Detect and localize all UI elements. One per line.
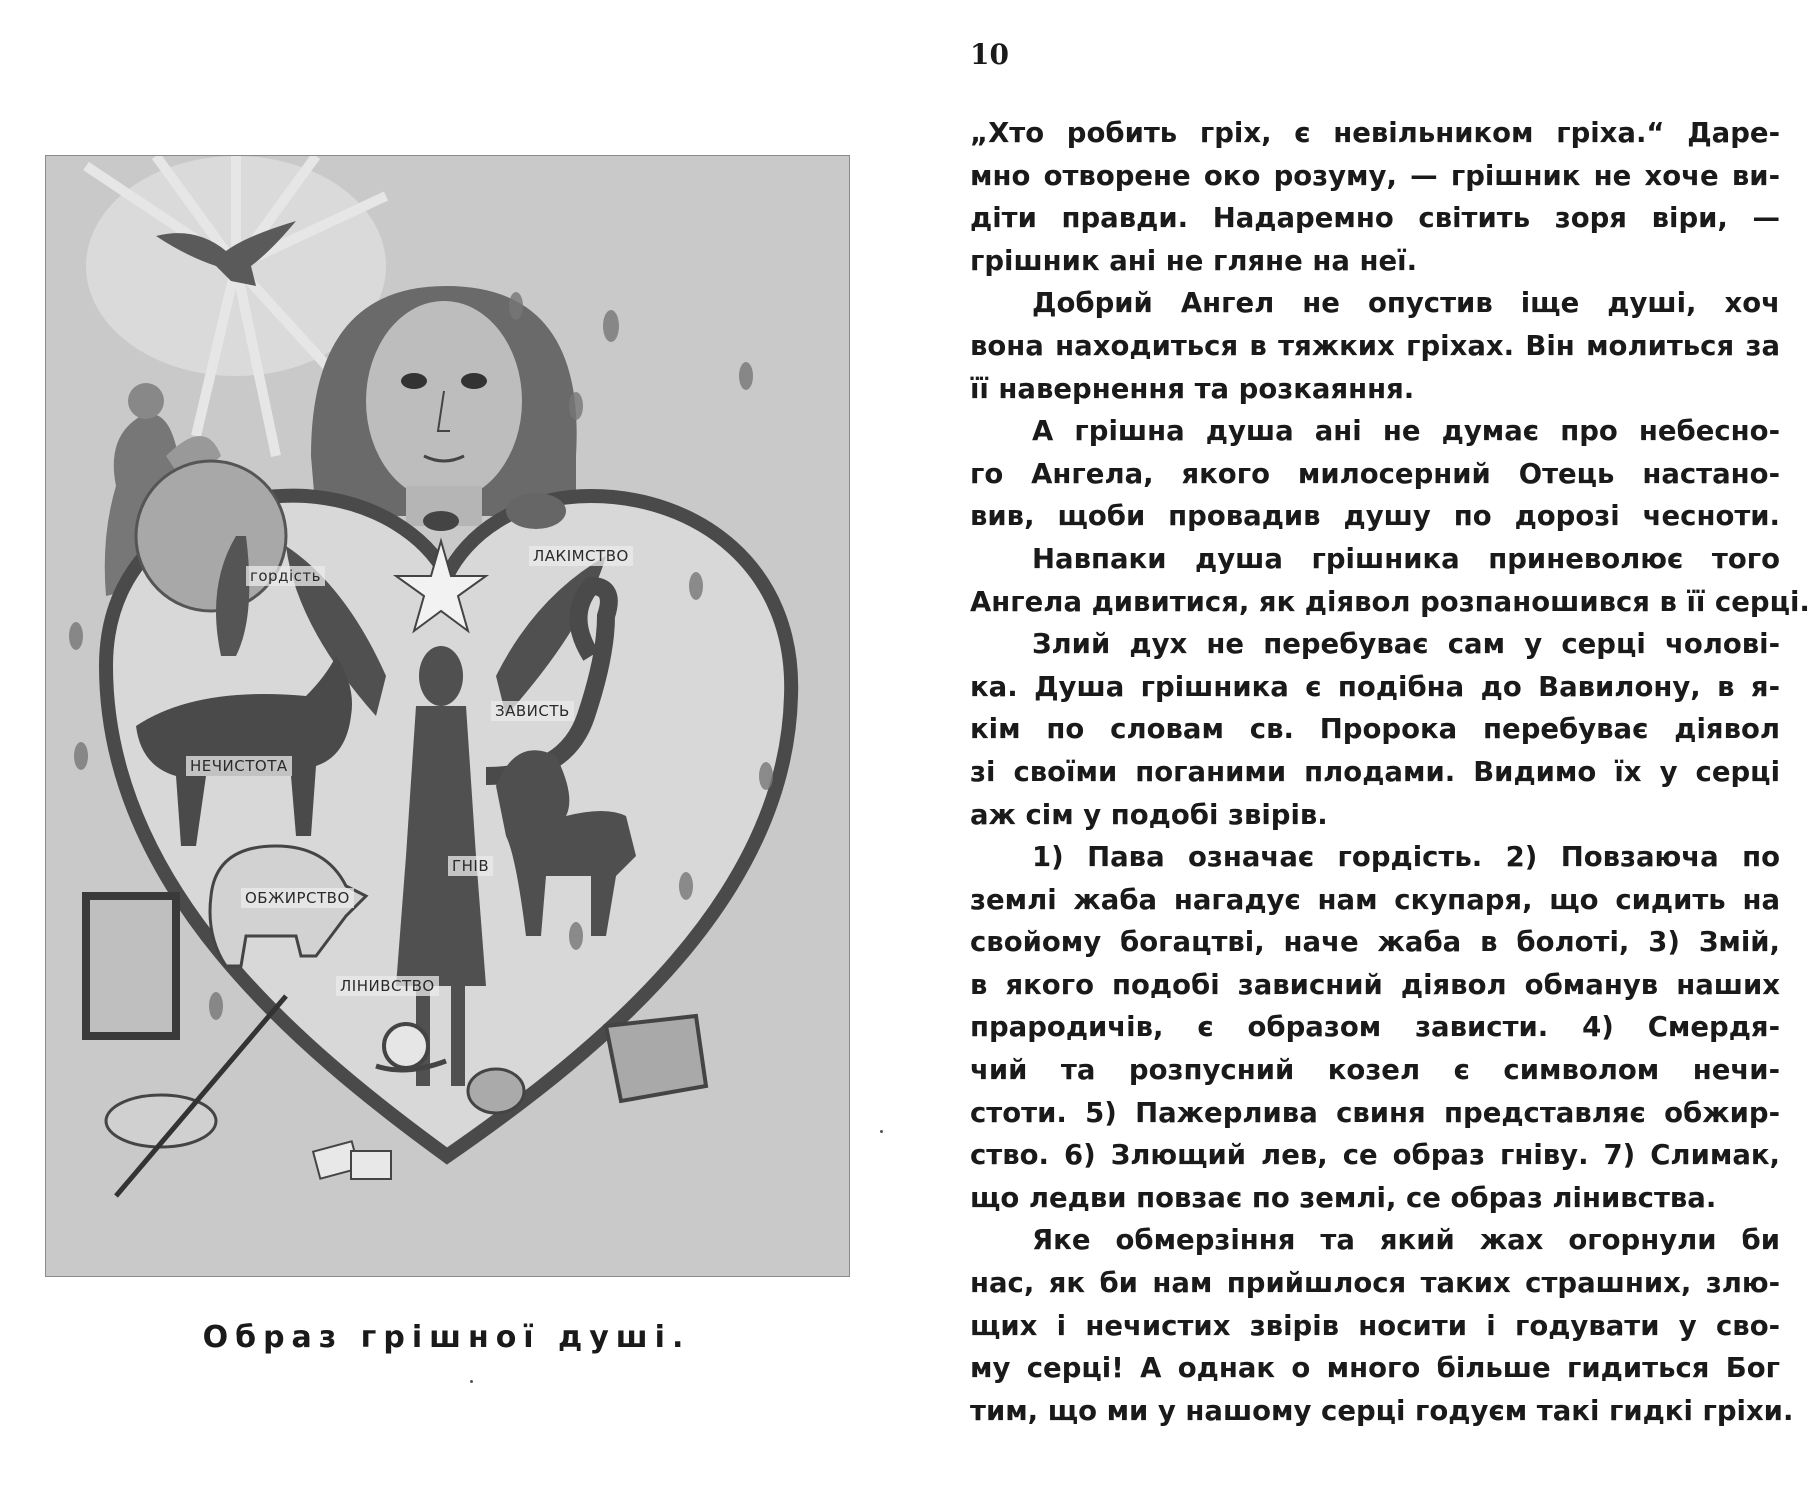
label-pride: гордість <box>246 566 325 586</box>
text-line: Яке обмерзіння та який жах огорнули би <box>1032 1224 1780 1257</box>
text-line: прародичів, є образом зависти. 4) Смердя- <box>970 1011 1780 1044</box>
label-gluttony: ОБЖИРСТВО <box>241 888 354 908</box>
text-line: ка. Душа грішника є подібна до Вавилону, в я- <box>970 670 1780 703</box>
label-envy: ЗАВИСТЬ <box>491 701 574 721</box>
toad-figure <box>506 493 566 529</box>
right-page <box>940 0 1810 1500</box>
label-lust: НЕЧИСТОТА <box>186 756 292 776</box>
label-sweets-gluttony: ЛАКІМСТВО <box>529 546 633 566</box>
text-line: стоти. 5) Пажерлива свиня представляє обжир- <box>970 1096 1780 1129</box>
sinful-soul-illustration <box>45 155 850 1277</box>
text-line: щих і нечистих звірів носити і годувати у сво- <box>970 1309 1780 1342</box>
text-line: нас, як би нам прийшлося таких страшних, злю- <box>970 1267 1780 1300</box>
text-line: „Хто робить гріх, є невільником гріха.“ Даре- <box>970 117 1780 149</box>
eye-icon <box>423 511 459 531</box>
text-line: що ледви повзає по землі, се образ лінивства. <box>970 1181 1717 1214</box>
text-line: Ангела дивитися, як діявол розпаношився в її серці. <box>970 585 1810 618</box>
woman-head <box>311 286 577 526</box>
text-line: Злий дух не перебуває сам у серці чолові- <box>1032 628 1780 661</box>
treasure-chest <box>606 1016 706 1101</box>
text-line: аж сім у подобі звірів. <box>970 798 1328 831</box>
text-line: вив, щоби провадив душу по дорозі чесноти. <box>970 500 1780 533</box>
body-text <box>970 112 1810 1432</box>
text-line: зі своїми поганими плодами. Видимо їх у серці <box>970 755 1780 788</box>
text-line: кім по словам св. Пророка перебуває діявол <box>970 713 1780 746</box>
text-line: тим, що ми у нашому серці годуєм такі гидкі гріхи. <box>970 1394 1794 1427</box>
text-line: 1) Пава означає гордість. 2) Повзаюча по <box>1032 841 1780 874</box>
text-line: чий та розпусний козел є символом нечи- <box>970 1054 1780 1087</box>
label-sloth: ЛІНИВСТВО <box>336 976 439 996</box>
text-line: Навпаки душа грішника приневолює того <box>1032 542 1780 575</box>
text-line: її навернення та розкаяння. <box>970 372 1415 405</box>
print-speck <box>880 1130 883 1133</box>
text-line: А грішна душа ані не думає про небесно- <box>1032 415 1780 448</box>
text-line: му серці! А однак о много більше гидиться Бог <box>970 1352 1780 1385</box>
text-line: ство. 6) Злющий лев, се образ гніву. 7) Слимак, <box>970 1139 1780 1172</box>
text-line: свойому богацтві, наче жаба в болоті, 3) Змій, <box>970 926 1780 959</box>
playing-card <box>351 1151 391 1179</box>
text-line: го Ангела, якого милосерний Отець настано- <box>970 457 1780 490</box>
text-line: Добрий Ангел не опустив іще душі, хоч <box>1032 287 1780 320</box>
print-speck <box>470 1380 473 1383</box>
text-line: діти правди. Надаремно світить зоря віри, — <box>970 202 1780 235</box>
text-line: грішник ані не гляне на неї. <box>970 244 1418 277</box>
text-line: вона находиться в тяжких гріхах. Він молиться за <box>970 329 1780 362</box>
label-wrath: ГНІВ <box>448 856 493 876</box>
text-line: в якого подобі зависний діявол обманув наших <box>970 968 1780 1001</box>
jewelry-figure <box>468 1069 524 1113</box>
illustration-caption: Образ грішної душі. <box>202 1320 691 1355</box>
illustration-drawing <box>46 156 849 1276</box>
mirror-frame <box>86 896 176 1036</box>
text-line: мно отворене око розуму, — грішник не хоче ви- <box>970 159 1780 192</box>
text-line: землі жаба нагадує нам скупаря, що сидить на <box>970 883 1780 916</box>
page-number: 10 <box>970 38 1009 71</box>
